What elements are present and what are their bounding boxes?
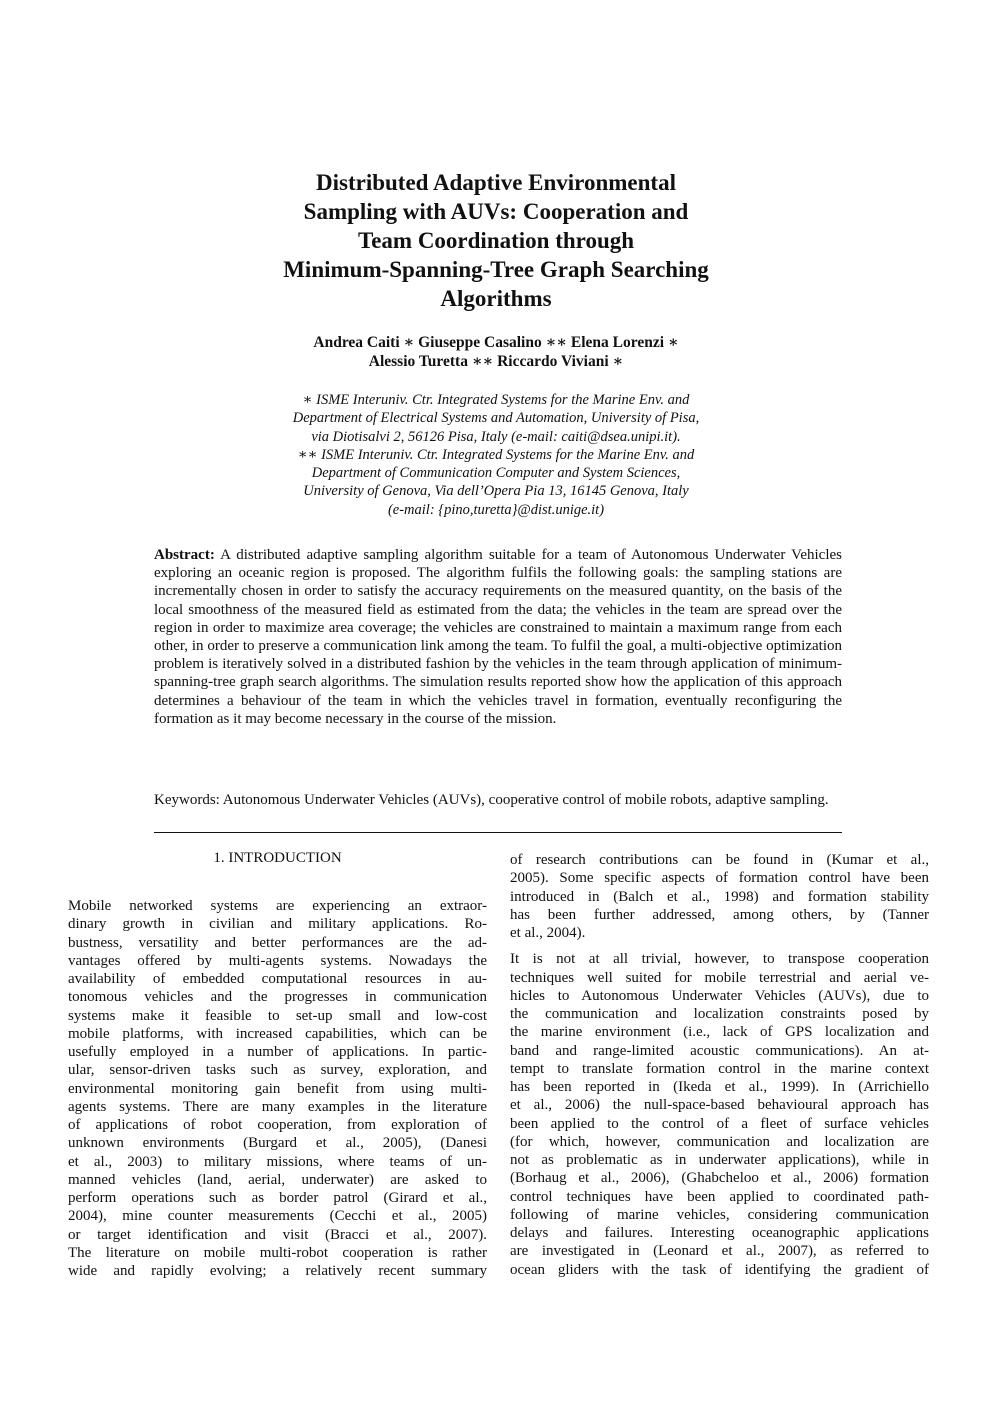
- title-line: Minimum-Spanning-Tree Graph Searching: [283, 257, 709, 282]
- title-line: Team Coordination through: [357, 228, 635, 253]
- affiliations: [150, 391, 842, 519]
- paragraph-gap: [510, 942, 929, 950]
- author-line: Alessio Turetta ∗∗ Riccardo Viviani ∗: [368, 353, 624, 370]
- body-text-line: 2004), mine counter measurements (Cecchi et al., 2005): [68, 1208, 487, 1225]
- body-text-line: delays and failures. Interesting oceanographic applications: [510, 1225, 929, 1241]
- body-text-line: mobile platforms, with increased capabilities, which can be: [68, 1025, 487, 1042]
- author-list: [150, 333, 842, 371]
- abstract-label: Abstract:: [154, 547, 215, 563]
- body-text-line: environmental monitoring gain benefit from using multi-: [68, 1080, 487, 1097]
- body-text-line: wide and rapidly evolving; a relatively recent summary: [68, 1263, 487, 1279]
- keywords: Keywords: Autonomous Underwater Vehicles (AUVs), cooperative control of mobile robots, adaptive sampling.: [154, 792, 829, 808]
- body-text-line: availability of embedded computational resources in au-: [68, 971, 487, 987]
- affiliation-line: Department of Electrical Systems and Automation, University of Pisa,: [292, 410, 700, 427]
- body-text-line: vantages offered by multi-agents systems. Nowadays the: [68, 952, 487, 969]
- body-text-line: control techniques have been applied to coordinated path-: [510, 1188, 929, 1205]
- body-text-line: techniques well suited for mobile terrestrial and aerial ve-: [510, 969, 929, 986]
- body-text-line: of applications of robot cooperation, from exploration of: [68, 1117, 487, 1133]
- abstract: [154, 546, 842, 728]
- author-line: Andrea Caiti ∗ Giuseppe Casalino ∗∗ Elena Lorenzi ∗: [313, 334, 679, 351]
- affiliation-line: (e-mail: {pino,turetta}@dist.unige.it): [387, 501, 605, 518]
- body-text-line: or target identification and visit (Bracci et al., 2007).: [68, 1226, 487, 1243]
- body-text-line: agents systems. There are many examples in the literature: [68, 1098, 487, 1115]
- body-text-line: ular, sensor-driven tasks such as survey, exploration, and: [68, 1062, 487, 1079]
- body-text-line: band and range-limited acoustic communications). An at-: [510, 1042, 929, 1059]
- body-text-line: are investigated in (Leonard et al., 2007), as referred to: [510, 1243, 929, 1260]
- paper-title: [200, 168, 792, 313]
- section-heading: 1. INTRODUCTION: [213, 850, 342, 866]
- title-line: Distributed Adaptive Environmental: [316, 170, 676, 195]
- affiliation-line: University of Genova, Via dell’Opera Pia 13, 16145 Genova, Italy: [303, 483, 689, 500]
- body-text-line: et al., 2004).: [510, 925, 586, 941]
- title-line: Sampling with AUVs: Cooperation and: [303, 199, 689, 224]
- body-text-line: It is not at all trivial, however, to transpose cooperation: [510, 951, 929, 968]
- body-text-line: (Borhaug et al., 2006), (Ghabcheloo et al., 2006) formation: [510, 1170, 929, 1187]
- left-column: [68, 897, 487, 1280]
- body-text-line: ocean gliders with the task of identifying the gradient of: [510, 1261, 929, 1278]
- abstract-text: A distributed adaptive sampling algorithm suitable for a team of Autonomous Underwater Vehicles exploring an oceanic region is proposed. The algorithm fulfils the following goals: the sampling stations are incrementally chosen in order to satisfy the accuracy requirements on the measured quantity, on the basis of the local smoothness of the measured field as estimated from the data; the vehicles in the team are spread over the region in order to maximize area coverage; the vehicles are constrained to maintain a maximum range from each other, in order to preserve a communication link among the team. To fulfil the goal, a multi-objective optimization problem is iteratively solved in a distributed fashion by the vehicles in the team through application of minimum-spanning-tree graph search algorithms. The simulation results reported show how the application of this approach determines a behaviour of the team in which the vehicles travel in formation, eventually reconfiguring the formation as it may become necessary in the course of the mission.: [154, 547, 842, 727]
- divider-rule: [154, 832, 842, 833]
- body-text-line: the communication and localization constraints posed by: [510, 1006, 929, 1022]
- body-text-line: the marine environment (i.e., lack of GPS localization and: [510, 1024, 929, 1041]
- body-text-line: unknown environments (Burgard et al., 2005), (Danesi: [68, 1135, 487, 1152]
- body-text-line: et al., 2003) to military missions, where teams of un-: [68, 1153, 487, 1170]
- body-text-line: introduced in (Balch et al., 1998) and formation stability: [510, 888, 929, 905]
- body-text-line: Mobile networked systems are experiencing an extraor-: [68, 898, 487, 914]
- body-text-line: systems make it feasible to set-up small and low-cost: [68, 1007, 487, 1024]
- body-text-line: has been reported in (Ikeda et al., 1999). In (Arrichiello: [510, 1079, 929, 1095]
- body-text-line: not as problematic as in underwater applications), while in: [510, 1152, 929, 1168]
- body-text-line: following of marine vehicles, considering communication: [510, 1206, 929, 1223]
- right-column: [510, 851, 929, 1279]
- body-text-line: been applied to the control of a fleet of surface vehicles: [510, 1115, 929, 1132]
- body-text-line: tonomous vehicles and the progresses in communication: [68, 989, 487, 1006]
- body-text-line: has been further addressed, among others, by (Tanner: [510, 906, 929, 923]
- body-text-line: dinary growth in civilian and military applications. Ro-: [68, 916, 487, 933]
- body-text-line: of research contributions can be found in (Kumar et al.,: [510, 852, 929, 868]
- affiliation-line: via Diotisalvi 2, 56126 Pisa, Italy (e-mail: caiti@dsea.unipi.it).: [311, 428, 681, 445]
- affiliation-line: Department of Communication Computer and System Sciences,: [311, 465, 681, 482]
- body-text-line: perform operations such as border patrol (Girard et al.,: [68, 1190, 487, 1206]
- body-text-line: et al., 2006) the null-space-based behavioural approach has: [510, 1097, 929, 1114]
- title-line: Algorithms: [440, 286, 552, 311]
- body-text-line: hicles to Autonomous Underwater Vehicles (AUVs), due to: [510, 987, 929, 1004]
- body-text-line: (for which, however, communication and localization are: [510, 1133, 929, 1150]
- body-text-line: The literature on mobile multi-robot cooperation is rather: [68, 1244, 487, 1261]
- body-text-line: tempt to translate formation control in the marine context: [510, 1060, 929, 1077]
- affiliation-line: ∗∗ ISME Interuniv. Ctr. Integrated Systems for the Marine Env. and: [297, 446, 695, 463]
- body-text-line: manned vehicles (land, aerial, underwater) are asked to: [68, 1171, 487, 1188]
- body-text-line: usefully employed in a number of applications. In partic-: [68, 1044, 487, 1060]
- body-text-line: bustness, versatility and better performances are the ad-: [68, 934, 487, 951]
- affiliation-line: ∗ ISME Interuniv. Ctr. Integrated Systems for the Marine Env. and: [302, 392, 690, 408]
- body-text-line: 2005). Some specific aspects of formation control have been: [510, 870, 929, 887]
